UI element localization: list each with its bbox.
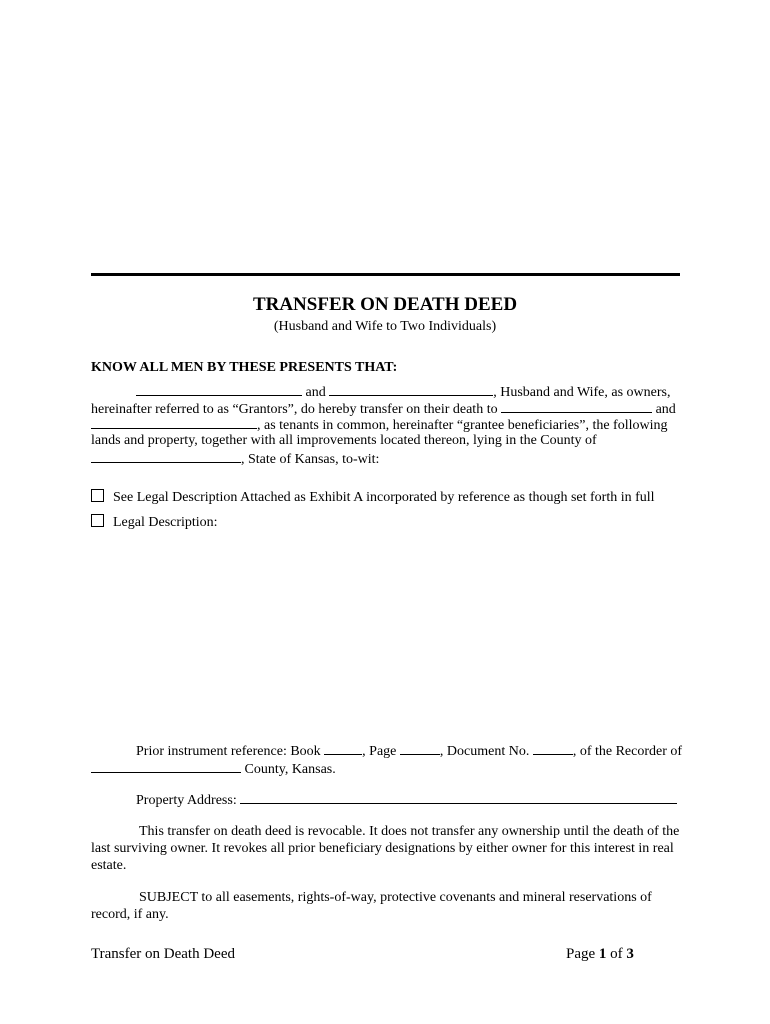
revocable-line-2: last surviving owner. It revokes all prior beneficiary designations by either owner for this interest in real: [91, 841, 674, 856]
exhibit-checkbox[interactable]: [91, 489, 104, 502]
document-title: TRANSFER ON DEATH DEED: [252, 294, 518, 315]
transfer-line: hereinafter referred to as “Grantors”, do hereby transfer on their death to and: [91, 402, 676, 417]
revocable-line-1: This transfer on death deed is revocable. It does not transfer any ownership until the death of the: [139, 824, 680, 839]
property-address-line: Property Address:: [136, 791, 677, 809]
county-line: , State of Kansas, to-wit:: [91, 450, 379, 468]
beneficiary1-blank[interactable]: [501, 400, 652, 413]
beneficiary2-blank[interactable]: [91, 416, 257, 429]
beneficiary-line: , as tenants in common, hereinafter “grantee beneficiaries”, the following: [91, 416, 668, 434]
subject-line-2: record, if any.: [91, 907, 169, 922]
revocable-line-3: estate.: [91, 858, 127, 873]
document-no-blank[interactable]: [533, 742, 573, 755]
option-exhibit: See Legal Description Attached as Exhibit A incorporated by reference as though set forth in full: [91, 489, 655, 506]
property-address-blank[interactable]: [240, 791, 677, 804]
top-rule: [91, 273, 680, 276]
page-blank[interactable]: [400, 742, 440, 755]
section-heading: KNOW ALL MEN BY THESE PRESENTS THAT:: [91, 360, 398, 375]
book-blank[interactable]: [324, 742, 362, 755]
option-legal-description: Legal Description:: [91, 514, 218, 531]
document-subtitle: (Husband and Wife to Two Individuals): [273, 319, 497, 334]
grantor1-blank[interactable]: [136, 383, 302, 396]
recorder-county-blank[interactable]: [91, 760, 241, 773]
grantor2-blank[interactable]: [329, 383, 493, 396]
lands-line: lands and property, together with all improvements located thereon, lying in the County of: [91, 433, 597, 448]
prior-instrument-line: Prior instrument reference: Book , Page , Document No. , of the Recorder of: [136, 744, 683, 759]
county-blank[interactable]: [91, 450, 241, 463]
grantors-line: and , Husband and Wife, as owners,: [136, 383, 670, 401]
recorder-county-line: County, Kansas.: [91, 760, 336, 778]
legal-description-checkbox[interactable]: [91, 514, 104, 527]
footer-title: Transfer on Death Deed: [91, 946, 235, 962]
subject-line-1: SUBJECT to all easements, rights-of-way, protective covenants and mineral reservations of: [139, 890, 652, 905]
page-number: Page 1 of 3: [566, 946, 634, 962]
